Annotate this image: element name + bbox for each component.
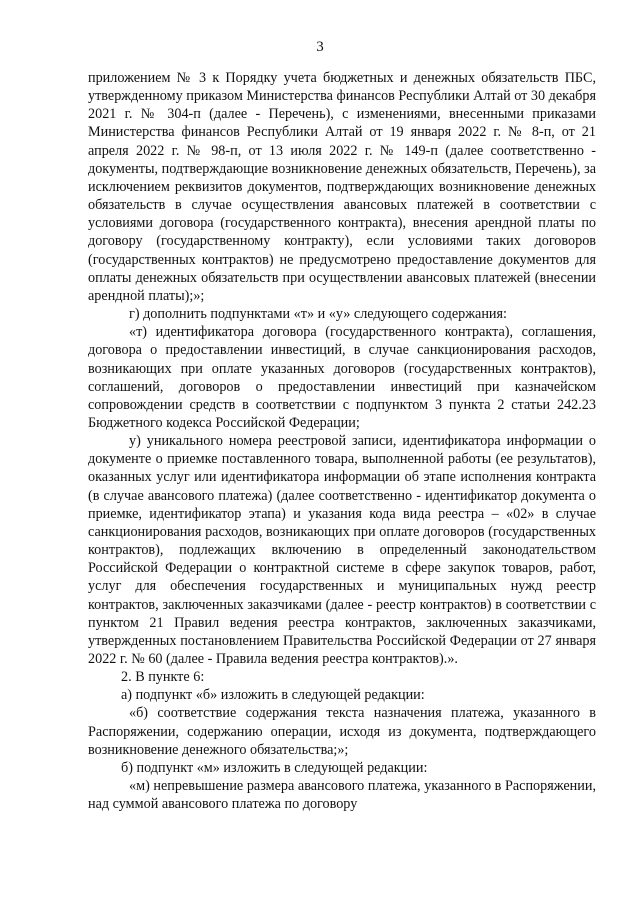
paragraph-subitem-t: «т) идентификатора договора (государственного контракта), соглашения, договора о предоставлении инвестиций, в случае санкционирования расходов, возникающих при оплате указанных договоров (государственных контрактов), соглашений, договоров о предоставлении инвестиций при казначейском сопровождении средств в соответствии с подпунктом 3 пункта 2 статьи 242.23 Бюджетного кодекса Российской Федерации; — [88, 324, 596, 431]
paragraph-subitem-b: «б) соответствие содержания текста назначения платежа, указанного в Распоряжении, содержанию операции, исходя из документа, подтверждающего возникновение денежного обязательства;»; — [88, 705, 596, 758]
document-body — [88, 69, 596, 813]
paragraph-item-g: г) дополнить подпунктами «т» и «у» следующего содержания: — [129, 306, 507, 323]
page-number: 3 — [316, 39, 324, 55]
paragraph-subitem-m: «м) непревышение размера авансового платежа, указанного в Распоряжении, над суммой авансового платежа по договору — [88, 778, 596, 813]
paragraph-subitem-u: у) уникального номера реестровой записи, идентификатора информации о документе о приемке поставленного товара, выполненной работы (ее результатов), оказанных услуг или идентификатора информации об этапе исполнения контракта (в случае авансового платежа) (далее соответственно - идентификатор документа о приемке, идентификатор этапа) и указания кода вида реестра – «02» в случае санкционирования расходов, возникающих при оплате договоров (государственных контрактов), подлежащих включению в определенный законодательством Российской Федерации о контрактной системе в сфере закупок товаров, работ, услуг для обеспечения государственных и муниципальных нужд реестр контрактов, заключенных заказчиками (далее - реестр контрактов) в соответствии с пунктом 21 Правил ведения реестра контрактов, заключенных заказчиками, утвержденных постановлением Правительства Российской Федерации от 27 января 2022 г. № 60 (далее - Правила ведения реестра контрактов).». — [88, 433, 596, 667]
paragraph-perechen-continuation: приложением № 3 к Порядку учета бюджетных и денежных обязательств ПБС, утвержденному приказом Министерства финансов Республики Алтай от 30 декабря 2021 г. № 304-п (далее - Перечень), с изменениями, внесенными приказами Министерства финансов Республики Алтай от 19 января 2022 г. № 8-п, от 21 апреля 2022 г. № 98-п, от 13 июля 2022 г. № 149-п (далее соответственно - документы, подтверждающие возникновение денежных обязательств, Перечень), за исключением реквизитов документов, подтверждающих возникновение денежных обязательств в случае осуществления авансовых платежей в соответствии с условиями договора (государственного контракта), внесения арендной платы по договору (государственному контракту), если условиями таких договоров (государственных контрактов) не предусмотрено предоставление документов для оплаты денежных обязательств при осуществлении авансовых платежей (внесении арендной платы);»; — [88, 70, 596, 304]
paragraph-item-a: а) подпункт «б» изложить в следующей редакции: — [121, 687, 425, 704]
paragraph-point-6: 2. В пункте 6: — [121, 669, 205, 686]
paragraph-item-b: б) подпункт «м» изложить в следующей редакции: — [121, 759, 428, 776]
